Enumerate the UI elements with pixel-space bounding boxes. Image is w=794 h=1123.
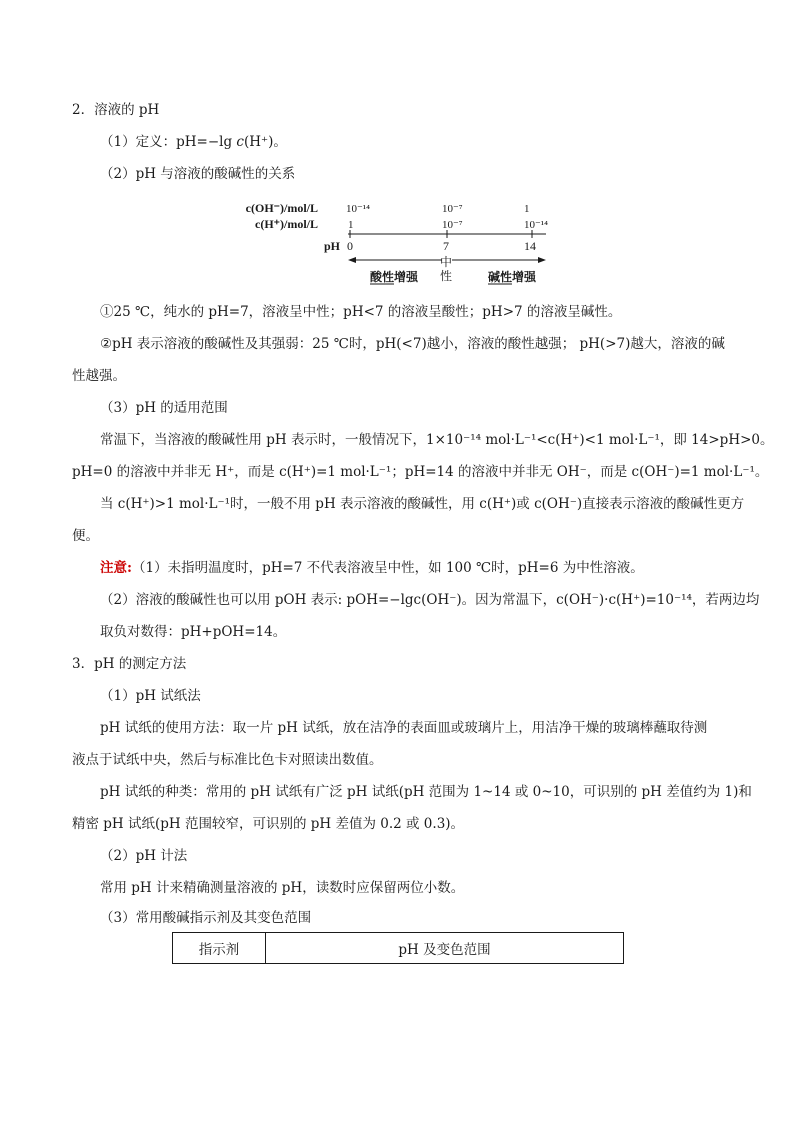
- ph-value-7: 7: [443, 239, 449, 253]
- base-label: 碱性增强: [488, 270, 537, 284]
- acid-arrow-head: [348, 257, 356, 263]
- method-3-title: （3）常用酸碱指示剂及其变色范围: [100, 910, 312, 926]
- oh-value-7: 10⁻⁷: [442, 203, 463, 215]
- oh-value-14: 1: [524, 203, 530, 215]
- method-1-title: （1）pH 试纸法: [100, 688, 201, 704]
- method-1-types-a: pH 试纸的种类：常用的 pH 试纸有广泛 pH 试纸(pH 范围为 1~14 或 0~10，可识别的 pH 差值约为 1)和: [100, 784, 752, 800]
- paragraph-neutral: ①25 ℃，纯水的 pH=7，溶液呈中性；pH<7 的溶液呈酸性；pH>7 的溶液呈碱性。: [100, 304, 622, 320]
- oh-row-label: c(OH⁻)/mol/L: [245, 201, 318, 215]
- definition-prefix: （1）定义：pH=−lg: [100, 134, 237, 150]
- note-line-1: [100, 558, 750, 578]
- ph-row-label: pH: [323, 239, 340, 253]
- paragraph-range-d: 便。: [72, 528, 99, 544]
- paragraph-range-a: 常温下，当溶液的酸碱性用 pH 表示时，一般情况下，1×10⁻¹⁴ mol·L⁻¹<c(H⁺)<1 mol·L⁻¹，即 14>pH>0。: [100, 432, 774, 448]
- note-label: 注意:: [100, 560, 132, 576]
- note-line-2: （2）溶液的酸碱性也可以用 pOH 表示: pOH=−lgc(OH⁻)。因为常温下，c(OH⁻)·c(H⁺)=10⁻¹⁴，若两边均: [100, 592, 760, 608]
- indicator-table: [172, 932, 624, 964]
- table-header-indicator: 指示剂: [173, 933, 266, 964]
- paragraph-strength-b: 性越强。: [72, 368, 126, 384]
- h-value-7: 10⁻⁷: [442, 219, 463, 231]
- definition-line: [100, 132, 750, 152]
- section-2-heading: 2．溶液的 pH: [72, 102, 160, 118]
- section-3-heading: 3．pH 的测定方法: [72, 656, 187, 672]
- definition-suffix: (H⁺)。: [243, 134, 287, 150]
- h-value-0: 1: [348, 219, 354, 231]
- method-1-usage-a: pH 试纸的使用方法：取一片 pH 试纸，放在洁净的表面皿或玻璃片上，用洁净干燥的玻璃棒蘸取待测: [100, 720, 708, 736]
- method-2-title: （2）pH 计法: [100, 848, 188, 864]
- neutral-label-2: 性: [440, 269, 453, 283]
- range-title: （3）pH 的适用范围: [100, 400, 228, 416]
- note-text-1: （1）未指明温度时，pH=7 不代表溶液呈中性，如 100 ℃时，pH=6 为中性溶液。: [131, 560, 644, 576]
- h-row-label: c(H⁺)/mol/L: [255, 217, 318, 231]
- method-1-usage-b: 液点于试纸中央，然后与标准比色卡对照读出数值。: [72, 752, 383, 768]
- ph-value-0: 0: [347, 239, 353, 253]
- definition-c: c: [236, 134, 244, 150]
- acid-label: 酸性增强: [370, 270, 419, 284]
- table-header-row: [173, 933, 624, 964]
- h-value-14: 10⁻¹⁴: [524, 219, 548, 231]
- table-header-range: pH 及变色范围: [266, 933, 624, 964]
- method-1-types-b: 精密 pH 试纸(pH 范围较窄，可识别的 pH 差值为 0.2 或 0.3)。: [72, 816, 465, 832]
- neutral-label-1: 中: [440, 255, 453, 269]
- relation-title: （2）pH 与溶液的酸碱性的关系: [100, 166, 296, 182]
- base-arrow-head: [538, 257, 546, 263]
- method-2-text: 常用 pH 计来精确测量溶液的 pH，读数时应保留两位小数。: [100, 880, 465, 896]
- note-line-3: 取负对数得：pH+pOH=14。: [100, 624, 287, 640]
- ph-value-14: 14: [524, 239, 536, 253]
- paragraph-range-b: pH=0 的溶液中并非无 H⁺，而是 c(H⁺)=1 mol·L⁻¹；pH=14 的溶液中并非无 OH⁻，而是 c(OH⁻)=1 mol·L⁻¹。: [72, 464, 769, 480]
- oh-value-0: 10⁻¹⁴: [346, 203, 370, 215]
- paragraph-strength-a: ②pH 表示溶液的酸碱性及其强弱：25 ℃时，pH(<7)越小，溶液的酸性越强； pH(>7)越大，溶液的碱: [100, 336, 725, 352]
- paragraph-range-c: 当 c(H⁺)>1 mol·L⁻¹时，一般不用 pH 表示溶液的酸碱性，用 c(H⁺)或 c(OH⁻)直接表示溶液的酸碱性更方: [100, 496, 745, 512]
- ph-scale-diagram: [245, 198, 556, 293]
